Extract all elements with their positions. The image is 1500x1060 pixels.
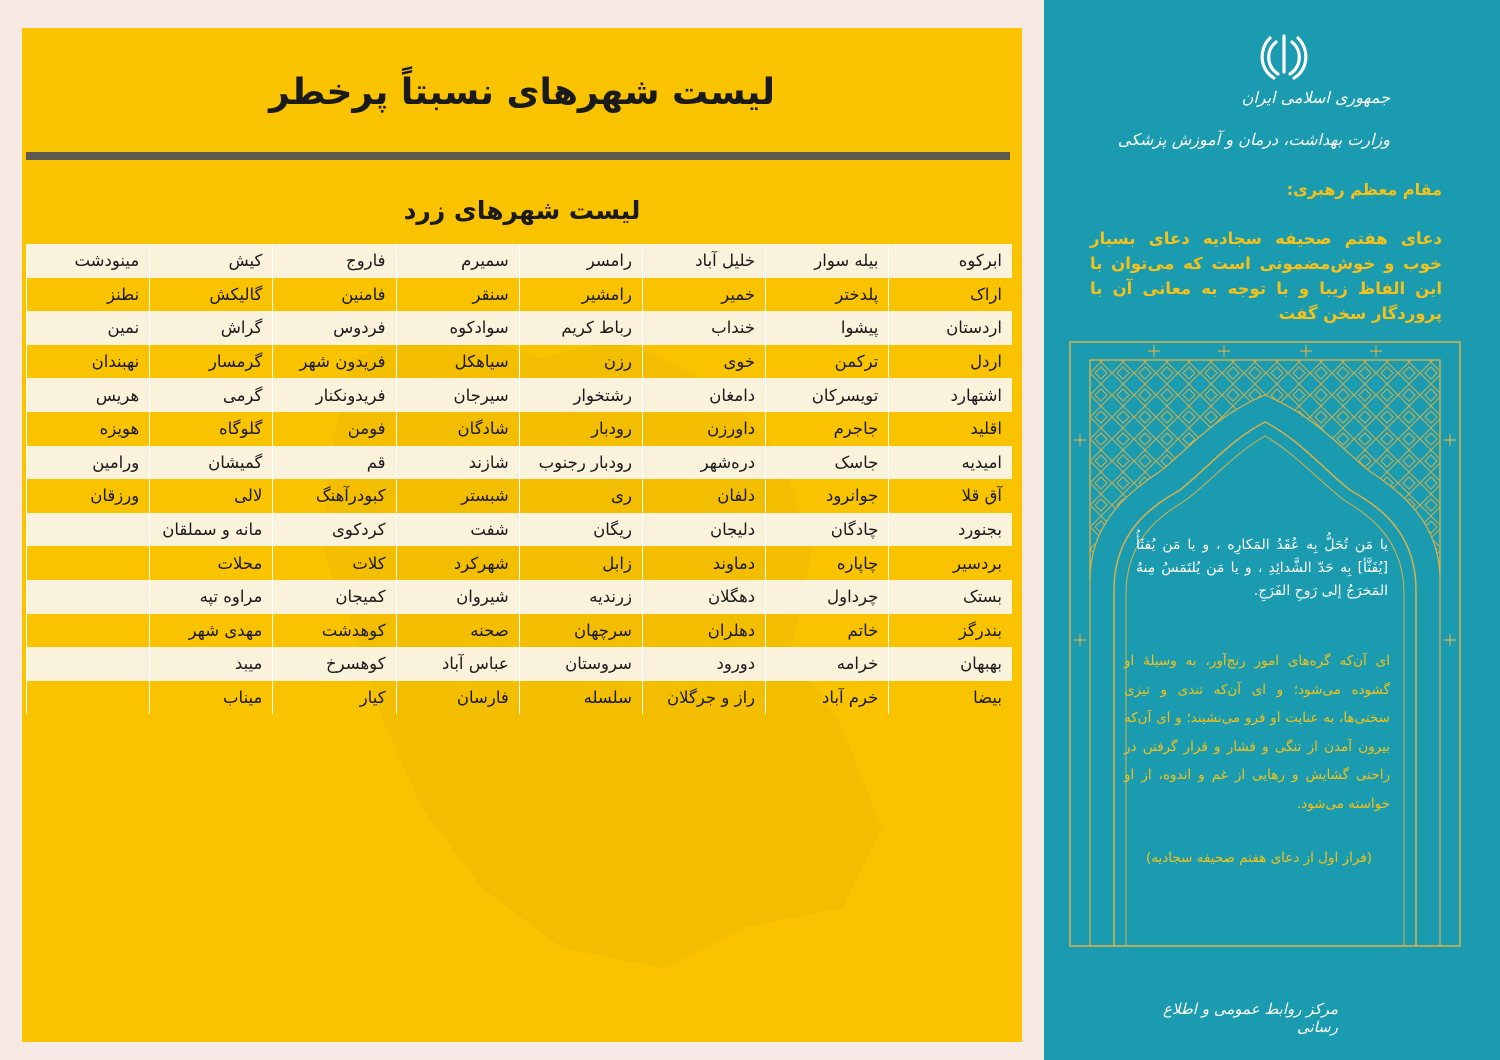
table-row (27, 378, 1013, 412)
city-cell: صحنه (396, 614, 519, 648)
city-cell (27, 614, 150, 648)
city-cell: ورامین (27, 446, 150, 480)
city-cell: سمیرم (396, 244, 519, 278)
city-cell: خلیل آباد (642, 244, 765, 278)
city-cell: خنداب (642, 311, 765, 345)
city-cell: میناب (150, 681, 273, 715)
city-cell (27, 681, 150, 715)
city-cell: رامسر (519, 244, 642, 278)
city-cell: شازند (396, 446, 519, 480)
main-panel (22, 28, 1022, 1042)
city-cell: مانه و سملقان (150, 513, 273, 547)
city-cell: جوانرود (766, 479, 889, 513)
org-name-ministry: وزارت بهداشت، درمان و آموزش پزشکی (1117, 130, 1390, 149)
city-cell: داورزن (642, 412, 765, 446)
city-cell: رامشیر (519, 278, 642, 312)
table-row (27, 580, 1013, 614)
city-cell: رودبار (519, 412, 642, 446)
city-cell: امیدیه (889, 446, 1012, 480)
city-cell: ترکمن (766, 345, 889, 379)
city-cell: ورزقان (27, 479, 150, 513)
city-cell: فومن (273, 412, 396, 446)
org-name-country: جمهوری اسلامی ایران (1241, 88, 1390, 107)
city-cell: دامغان (642, 378, 765, 412)
city-cell: سرچهان (519, 614, 642, 648)
city-cell: سوادکوه (396, 311, 519, 345)
city-cell: دلفان (642, 479, 765, 513)
city-cell: خرم آباد (766, 681, 889, 715)
city-cell: هریس (27, 378, 150, 412)
table-row (27, 278, 1013, 312)
table-row (27, 345, 1013, 379)
city-cell: عباس آباد (396, 647, 519, 681)
city-cell: گمیشان (150, 446, 273, 480)
city-cell: شبستر (396, 479, 519, 513)
city-cell: پلدختر (766, 278, 889, 312)
table-row (27, 513, 1013, 547)
city-cell: چادگان (766, 513, 889, 547)
city-cell: دماوند (642, 546, 765, 580)
city-cell: هویزه (27, 412, 150, 446)
city-cell: کبودرآهنگ (273, 479, 396, 513)
table-row (27, 479, 1013, 513)
city-cell: فاروج (273, 244, 396, 278)
table-row (27, 647, 1013, 681)
city-cell: پیشوا (766, 311, 889, 345)
city-cell: رودبار رجنوب (519, 446, 642, 480)
city-cell: نهبندان (27, 345, 150, 379)
table-subtitle: لیست شهرهای زرد (403, 196, 641, 225)
city-cell: سنقر (396, 278, 519, 312)
table-row (27, 446, 1013, 480)
city-cell: اراک (889, 278, 1012, 312)
city-cell: بیله سوار (766, 244, 889, 278)
table-row (27, 546, 1013, 580)
city-cell: فامنین (273, 278, 396, 312)
page-title: لیست شهرهای نسبتاً پرخطر (269, 72, 775, 113)
table-row (27, 412, 1013, 446)
city-cell: کیار (273, 681, 396, 715)
arabic-prayer-text: یا مَن تُحَلُّ بِه عُقَدُ المَکارِه ، و یا مَن یُفثَأُ [یُفَثَّأ] بِه حَدّ الشَّدائِدِ ، و یا مَن یُلتَمَسُ مِنهُ المَخرَجُ إلی رَوحِ الفَرَجِ. (1136, 537, 1388, 599)
city-cell: دهگلان (642, 580, 765, 614)
city-cell: کوهدشت (273, 614, 396, 648)
city-cell: چرداول (766, 580, 889, 614)
city-cell: زرندیه (519, 580, 642, 614)
city-cell: اقلید (889, 412, 1012, 446)
city-cell (27, 546, 150, 580)
city-cell: گراش (150, 311, 273, 345)
city-cell: خوی (642, 345, 765, 379)
city-cell: نمین (27, 311, 150, 345)
city-cell: نطنز (27, 278, 150, 312)
city-cell: رزن (519, 345, 642, 379)
city-cell: رباط کریم (519, 311, 642, 345)
city-cell: گرمسار (150, 345, 273, 379)
city-cell: فارسان (396, 681, 519, 715)
city-cell: بهبهان (889, 647, 1012, 681)
city-cell: مراوه تپه (150, 580, 273, 614)
city-cell: شفت (396, 513, 519, 547)
city-cell: کوهسرخ (273, 647, 396, 681)
city-cell: اردستان (889, 311, 1012, 345)
city-cell (27, 647, 150, 681)
city-cell: شیروان (396, 580, 519, 614)
city-cell: سلسله (519, 681, 642, 715)
city-cell: مینودشت (27, 244, 150, 278)
city-cell (27, 580, 150, 614)
city-cell: اشتهارد (889, 378, 1012, 412)
city-cell (27, 513, 150, 547)
city-cell: راز و جرگلان (642, 681, 765, 715)
city-cell: کیش (150, 244, 273, 278)
city-cell: اردل (889, 345, 1012, 379)
footer-org: مرکز روابط عمومی و اطلاع رسانی (1162, 1000, 1338, 1036)
table-row (27, 614, 1013, 648)
city-cell: کلات (273, 546, 396, 580)
persian-translation: ای آن‌که گره‌های امور رنج‌آور، به وسیلهٔ او گشوده می‌شود؛ و ای آن‌که تندی و تیزی سختی‌ها، به عنایت او فرو می‌نشیند؛ و ای آن‌که بیرون آمدن از تنگی و فشار و قرار گرفتن در راحتی گشایش و رهایی از غم و اندوه، از او خواسته می‌شود. (1124, 653, 1390, 812)
table-row (27, 244, 1013, 278)
city-cell: لالی (150, 479, 273, 513)
city-cell: قم (273, 446, 396, 480)
city-cell: گرمی (150, 378, 273, 412)
city-cell: چاپاره (766, 546, 889, 580)
city-cell: بجنورد (889, 513, 1012, 547)
city-cell: کمیجان (273, 580, 396, 614)
city-cell: دهلران (642, 614, 765, 648)
city-cell: فردوس (273, 311, 396, 345)
city-cell: جاجرم (766, 412, 889, 446)
city-cell: مهدی شهر (150, 614, 273, 648)
city-cell: شادگان (396, 412, 519, 446)
city-cell: کردکوی (273, 513, 396, 547)
city-cell: تویسرکان (766, 378, 889, 412)
city-cell: آق قلا (889, 479, 1012, 513)
cities-table (26, 244, 1012, 714)
city-cell: ری (519, 479, 642, 513)
city-cell: خاتم (766, 614, 889, 648)
city-cell: بندرگز (889, 614, 1012, 648)
city-cell: جاسک (766, 446, 889, 480)
city-cell: گالیکش (150, 278, 273, 312)
city-cell: محلات (150, 546, 273, 580)
city-cell: میبد (150, 647, 273, 681)
city-cell: فریدونکنار (273, 378, 396, 412)
city-cell: ابرکوه (889, 244, 1012, 278)
city-cell: دلیجان (642, 513, 765, 547)
intro-quote: دعای هفتم صحیفه سجادیه دعای بسیار خوب و خوش‌مضمونی است که می‌توان با این الفاظ زیبا و با توجه به معانی آن با پروردگار سخن گفت (1090, 229, 1442, 323)
prayer-source: (فراز اول از دعای هفتم صحیفه سجادیه) (1145, 850, 1372, 866)
city-cell: ریگان (519, 513, 642, 547)
city-cell: شهرکرد (396, 546, 519, 580)
city-cell: بستک (889, 580, 1012, 614)
city-cell: بیضا (889, 681, 1012, 715)
city-cell: رشتخوار (519, 378, 642, 412)
city-cell: فریدون شهر (273, 345, 396, 379)
title-divider (26, 152, 1010, 160)
city-cell: دورود (642, 647, 765, 681)
city-cell: سیرجان (396, 378, 519, 412)
city-cell: سروستان (519, 647, 642, 681)
city-cell: دره‌شهر (642, 446, 765, 480)
city-cell: گلوگاه (150, 412, 273, 446)
city-cell: خمیر (642, 278, 765, 312)
city-cell: سیاهکل (396, 345, 519, 379)
iran-emblem-icon (1258, 32, 1310, 82)
table-row (27, 311, 1013, 345)
leader-label: مقام معظم رهبری: (1286, 180, 1442, 199)
table-row (27, 681, 1013, 715)
city-cell: بردسیر (889, 546, 1012, 580)
city-cell: خرامه (766, 647, 889, 681)
city-cell: زابل (519, 546, 642, 580)
